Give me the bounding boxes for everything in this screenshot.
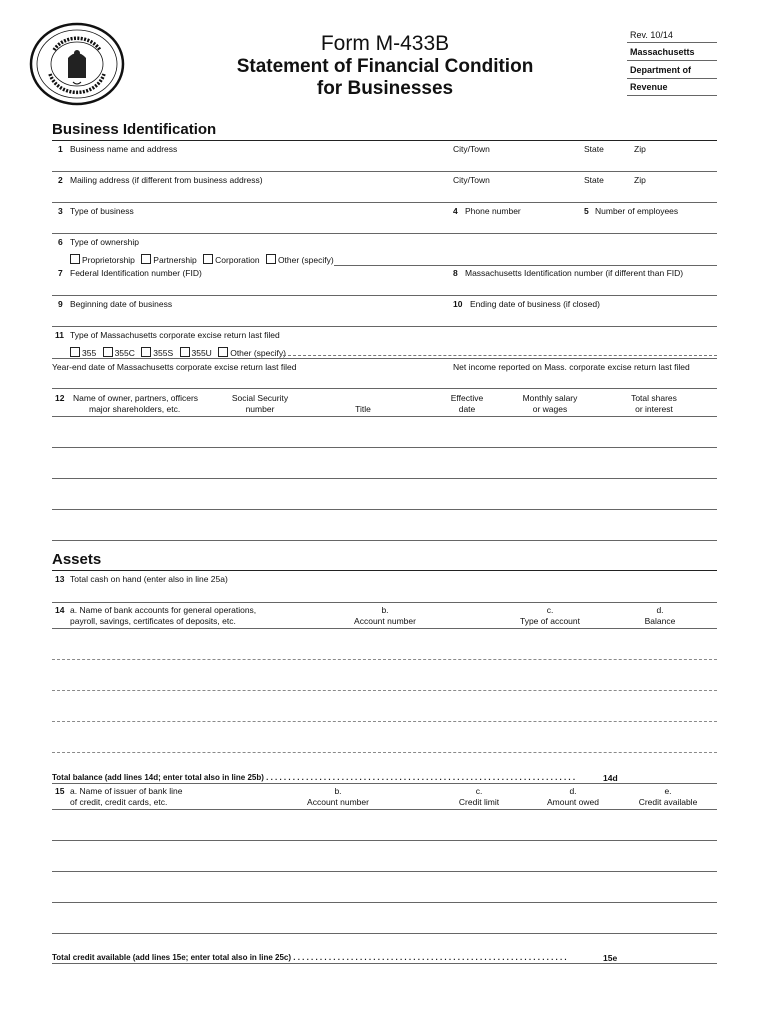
form-355-checkbox[interactable] [70,347,80,357]
form-355-label: 355 [82,348,97,358]
form-355u-label: 355U [191,348,212,358]
state-label: State [584,144,604,154]
owner-table-row[interactable] [52,448,717,478]
line-number: 13 [55,574,65,584]
line-number: 14 [55,605,65,615]
state-seal [26,22,128,106]
bank-account-row[interactable] [52,629,717,659]
form-number: Form M-433B [320,32,450,55]
balance-column-header: Balance [644,616,676,626]
mass-id-label: Massachusetts Identification number (if different than FID) [465,268,684,278]
form-title-line2: for Businesses [316,78,454,99]
total-shares-column-header-line2: or interest [635,404,673,414]
number-of-employees-label: Number of employees [595,206,679,216]
column-letter: b. [334,786,342,796]
phone-number-field[interactable] [450,216,580,232]
bank-account-name-column-header: a. Name of bank accounts for general operations, [70,605,257,615]
phone-number-label: Phone number [465,206,521,216]
credit-issuer-column-header: a. Name of issuer of bank line [70,786,183,796]
section-heading-business-identification: Business Identification [52,121,217,138]
total-shares-column-header: Total shares [631,393,677,403]
credit-line-row[interactable] [52,841,717,870]
bank-account-name-column-header-line2: payroll, savings, certificates of deposits, etc. [70,616,236,626]
proprietorship-checkbox[interactable] [70,254,80,264]
corporate-excise-options [66,347,286,358]
monthly-salary-column-header-line2: or wages [532,404,568,414]
column-letter: d. [656,605,664,615]
type-of-account-column-header: Type of account [519,616,580,626]
agency-name-line1: Massachusetts [630,47,695,57]
line-number: 6 [58,237,63,247]
line-number: 2 [58,175,63,185]
line-number: 12 [55,393,65,403]
owner-name-column-header: Name of owner, partners, officers [73,393,199,403]
type-of-ownership-label: Type of ownership [70,237,139,247]
owner-table-row[interactable] [52,479,717,509]
column-letter: b. [381,605,389,615]
owner-table-row[interactable] [52,417,717,447]
ending-date-field[interactable] [450,309,717,325]
total-credit-available-field[interactable] [622,950,717,962]
ownership-options [66,254,334,265]
type-of-business-label: Type of business [70,206,134,216]
line-number: 8 [453,268,458,278]
total-balance-line-ref: 14d [603,773,618,783]
ending-date-label: Ending date of business (if closed) [470,299,600,309]
total-cash-on-hand-field[interactable] [52,584,717,601]
other-return-specify-field[interactable] [283,349,717,356]
beginning-date-field[interactable] [52,309,447,325]
total-credit-available-label: Total credit available (add lines 15e; enter total also in line 25c) . . . . . . . . . . . . . . . . . . . . . . . . . . . . . . . . . . . . . . . . . . . . . . . . . . . . . . . . . . . . . . [52,953,567,962]
form-355s-label: 355S [153,348,174,358]
title-column-header: Title [355,404,371,414]
column-letter: c. [546,605,554,615]
owner-name-column-header-line2: major shareholders, etc. [89,404,181,414]
line-number: 11 [55,330,64,340]
city-town-label: City/Town [453,175,490,185]
total-balance-label: Total balance (add lines 14d; enter total also in line 25b) . . . . . . . . . . . . . . . . . . . . . . . . . . . . . . . . . . . . . . . . . . . . . . . . . . . . . . . . . . . . . . . . . . . . . . [52,773,576,782]
partnership-checkbox[interactable] [141,254,151,264]
account-number-column-header: Account number [354,616,416,626]
total-credit-line-ref: 15e [603,953,618,963]
corporation-option-label: Corporation [215,255,260,265]
zip-label: Zip [634,144,646,154]
net-income-field[interactable] [450,372,717,386]
number-of-employees-field[interactable] [582,216,717,232]
credit-limit-column-header: Credit limit [458,797,500,807]
year-end-date-label: Year-end date of Massachusetts corporate excise return last filed [52,362,297,372]
type-of-business-field[interactable] [52,216,447,232]
zip-label: Zip [634,175,646,185]
other-ownership-checkbox[interactable] [266,254,276,264]
agency-name-line3: Revenue [630,82,668,92]
bank-account-row[interactable] [52,691,717,720]
credit-line-row[interactable] [52,903,717,932]
total-balance-field[interactable] [622,770,717,782]
other-return-label: Other (specify) [230,348,286,358]
business-name-address-label: Business name and address [70,144,178,154]
form-title-line1: Statement of Financial Condition [236,56,534,77]
mailing-address-field[interactable] [52,185,717,201]
total-cash-on-hand-label: Total cash on hand (enter also in line 25a) [70,574,228,584]
ssn-column-header-line2: number [245,404,275,414]
column-letter: e. [664,786,672,796]
year-end-date-field[interactable] [52,372,447,386]
form-355c-label: 355C [114,348,135,358]
city-town-label: City/Town [453,144,490,154]
line-number: 5 [584,206,589,216]
credit-line-row[interactable] [52,810,717,839]
column-letter: d. [569,786,577,796]
line-number: 10 [453,299,463,309]
amount-owed-column-header: Amount owed [547,797,599,807]
credit-issuer-column-header-line2: of credit, credit cards, etc. [70,797,168,807]
line-number: 9 [58,299,63,309]
mass-id-field[interactable] [450,278,717,294]
credit-available-column-header: Credit available [638,797,698,807]
partnership-option-label: Partnership [153,255,197,265]
form-355c-checkbox[interactable] [103,347,113,357]
credit-line-row[interactable] [52,872,717,901]
effective-date-column-header-line2: date [458,404,476,414]
mailing-address-label: Mailing address (if different from business address) [70,175,263,185]
line-number: 4 [453,206,458,216]
proprietorship-option-label: Proprietorship [82,255,135,265]
line-number: 7 [58,268,63,278]
line-number: 15 [55,786,65,796]
beginning-date-label: Beginning date of business [70,299,173,309]
line-number: 3 [58,206,63,216]
other-ownership-option-label: Other (specify) [277,255,334,265]
other-return-checkbox[interactable] [218,347,228,357]
section-heading-assets: Assets [52,551,102,568]
state-label: State [584,175,604,185]
corporation-checkbox[interactable] [203,254,213,264]
bank-account-row[interactable] [52,660,717,689]
line-number: 1 [58,144,63,154]
business-name-address-field[interactable] [52,154,717,170]
revision-date: Rev. 10/14 [630,30,673,40]
column-letter: c. [475,786,483,796]
credit-account-number-column-header: Account number [307,797,369,807]
agency-name-line2: Department of [630,65,692,75]
net-income-label: Net income reported on Mass. corporate excise return last filed [453,362,690,372]
form-355u-checkbox[interactable] [180,347,190,357]
bank-account-row[interactable] [52,722,717,751]
monthly-salary-column-header: Monthly salary [522,393,578,403]
effective-date-column-header: Effective [450,393,484,403]
ssn-column-header: Social Security [231,393,289,403]
owner-table-row[interactable] [52,510,717,540]
federal-id-label: Federal Identification number (FID) [70,268,202,278]
form-355s-checkbox[interactable] [141,347,151,357]
corporate-excise-return-label: Type of Massachusetts corporate excise return last filed [70,330,280,340]
federal-id-field[interactable] [52,278,447,294]
other-ownership-specify-field[interactable] [334,256,717,266]
